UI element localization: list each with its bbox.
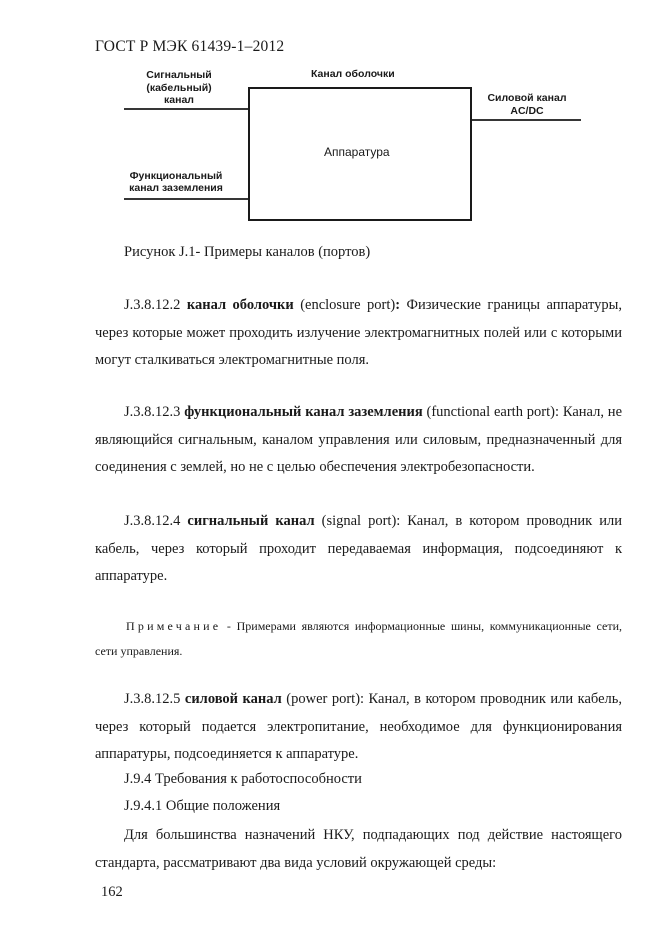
note bbox=[95, 614, 622, 664]
paragraph-text: Для большинства назначений НКУ, подпадающих под действие настоящего стандарта, рассматривают два вида условий окружающей среды: bbox=[95, 827, 622, 871]
clause-number: J.3.8.12.5 bbox=[124, 691, 185, 707]
earth-port-label-line2: канал заземления bbox=[129, 182, 223, 194]
earth-port-label-line1: Функциональный bbox=[129, 170, 223, 182]
section-heading-general: J.9.4.1 Общие положения bbox=[124, 798, 281, 814]
term: силовой канал bbox=[184, 691, 282, 707]
power-port-label-line2: AC/DC bbox=[510, 105, 544, 117]
closing-paragraph bbox=[95, 822, 622, 877]
enclosure-port-label: Канал оболочки bbox=[311, 68, 395, 80]
definition-text: (power port): Канал, в котором проводник или кабель, через который подается электропитание, необходимое для функционирования аппаратуры, подсоединяется к аппаратуре. bbox=[95, 691, 623, 762]
equipment-label: Аппаратура bbox=[324, 145, 390, 159]
definition-text: (signal port): Канал, в котором проводник или кабель, через который проходит передаваемая информация, подсоединяют к аппаратуре. bbox=[95, 513, 622, 584]
definition-text: (functional earth port): Канал, не являющийся сигнальным, каналом управления или силовым, предназначенный для соединения с землей, но не с целью обеспечения электробезопасности. bbox=[95, 404, 622, 475]
clause-number: J.3.8.12.3 bbox=[124, 404, 185, 420]
clause-number: J.3.8.12.2 bbox=[124, 297, 187, 313]
term: канал оболочки bbox=[186, 297, 294, 313]
term: сигнальный канал bbox=[187, 513, 315, 529]
definition-functional-earth-port bbox=[95, 399, 622, 482]
signal-port-label-line1: Сигнальный bbox=[146, 69, 212, 81]
colon: : bbox=[395, 297, 401, 313]
power-port-label-line1: Силовой канал bbox=[487, 92, 567, 104]
english-term: (enclosure port) bbox=[293, 297, 396, 313]
figure-caption: Рисунок J.1- Примеры каналов (портов) bbox=[124, 244, 371, 260]
page-header: ГОСТ Р МЭК 61439-1–2012 bbox=[95, 38, 285, 55]
note-text: - Примерами являются информационные шины, коммуникационные сети, сети управления. bbox=[95, 619, 622, 658]
signal-port-label-line3: канал bbox=[164, 94, 194, 106]
section-heading-performance: J.9.4 Требования к работоспособности bbox=[124, 771, 362, 787]
note-label: Примечание bbox=[126, 619, 222, 633]
clause-number: J.3.8.12.4 bbox=[124, 513, 188, 529]
definition-text: Физические границы аппаратуры, через которые может проходить излучение электромагнитных полей или с которыми могут сталкиваться электромагнитные поля. bbox=[95, 297, 622, 368]
term: функциональный канал заземления bbox=[184, 404, 423, 420]
page-number: 162 bbox=[101, 884, 123, 900]
definition-signal-port bbox=[95, 508, 622, 591]
ports-diagram bbox=[0, 0, 661, 240]
signal-port-label-line2: (кабельный) bbox=[146, 82, 212, 94]
definition-enclosure-port bbox=[95, 292, 622, 375]
definition-power-port bbox=[95, 686, 622, 769]
